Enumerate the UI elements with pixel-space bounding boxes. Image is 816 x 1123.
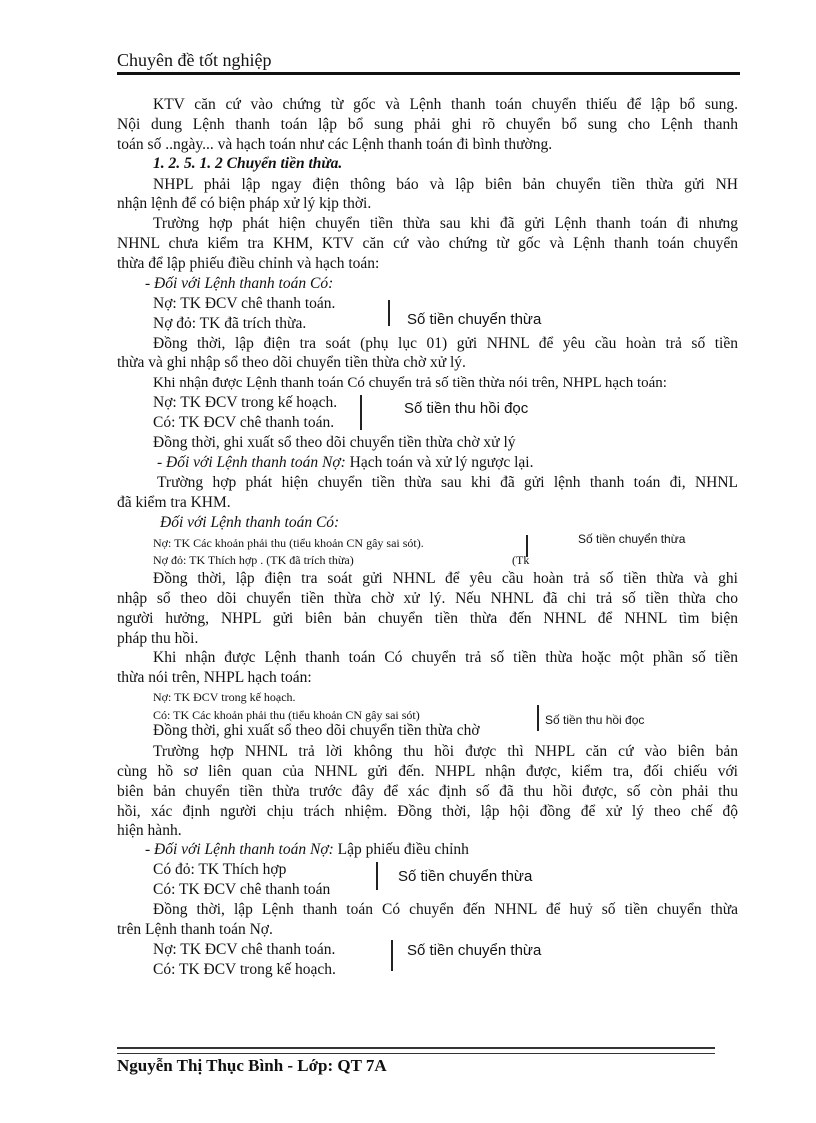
page-header-title: Chuyên đề tốt nghiệp [117,50,272,70]
entry-credit: Có: TK Các khoản phải thu (tiểu khoản CN gây sai sót) [153,708,420,722]
subheading-label: - Đối với Lệnh thanh toán Nợ: [157,454,346,471]
paragraph-line: nhập sổ theo dõi chuyển tiền thừa chờ xử lý. Nếu NHNL đã chi trả số tiền thừa cho [117,590,738,607]
truncated-fragment: (Tk [512,553,530,567]
entry-credit: Nợ đỏ: TK đã trích thừa. [153,315,307,332]
entry-amount: Số tiền chuyển thừa [407,942,542,959]
section-heading: 1. 2. 5. 1. 2 Chuyển tiền thừa. [153,155,343,172]
paragraph-line: pháp thu hồi. [117,630,199,647]
subheading-line [145,841,469,859]
paragraph-line: Đồng thời, ghi xuất sổ theo dõi chuyển tiền thừa chờ xử lý [153,434,516,451]
bracket-line [376,862,378,890]
entry-debit: Nợ: TK ĐCV trong kế hoạch. [153,690,296,704]
entry-debit: Nợ: TK ĐCV chê thanh toán. [153,941,336,958]
paragraph-line: người hưởng, NHPL gửi biên bản chuyển tiền thừa đến NHNL để NHNL tìm biện [117,610,738,627]
entry-credit: Nợ đỏ: TK Thích hợp . (TK đã trích thừa) [153,553,354,567]
paragraph-line: Nội dung Lệnh thanh toán lập bổ sung phải ghi rõ chuyển bổ sung cho Lệnh thanh [117,116,738,133]
entry-debit: Nợ: TK Các khoản phải thu (tiểu khoản CN gây sai sót). [153,536,424,550]
subheading: - Đối với Lệnh thanh toán Có: [145,275,334,292]
paragraph-line: trên Lệnh thanh toán Nợ. [117,921,273,938]
entry-amount: Số tiền chuyển thừa [407,311,542,328]
paragraph-line: nhận lệnh để có biện pháp xử lý kịp thời. [117,195,372,212]
subheading-text: Lập phiếu điều chỉnh [333,841,469,858]
paragraph-line: đã kiểm tra KHM. [117,494,231,511]
footer-author: Nguyễn Thị Thục Bình - Lớp: QT 7A [117,1056,387,1075]
entry-credit: Có: TK ĐCV chê thanh toán [153,881,331,898]
paragraph-line: NHNL chưa kiểm tra KHM, KTV căn cứ vào chứng từ gốc và Lệnh thanh toán chuyển [117,235,738,252]
paragraph-line: Khi nhận được Lệnh thanh toán Có chuyển trả số tiền thừa hoặc một phần số tiền [153,649,738,666]
paragraph-line: thừa để lập phiếu điều chỉnh và hạch toán: [117,255,380,272]
paragraph-line: thừa nói trên, NHPL hạch toán: [117,669,312,686]
paragraph-line: NHPL phải lập ngay điện thông báo và lập biên bản chuyển tiền thừa gửi NH [153,176,738,193]
bracket-line [537,705,539,731]
paragraph-line: biên bản chuyển tiền thừa trước đây để xác định số đã thu hồi được, số còn phải thu [117,783,738,800]
paragraph-line: KTV căn cứ vào chứng từ gốc và Lệnh thanh toán chuyển thiếu để lập bổ sung. [153,96,738,113]
paragraph-line: Đồng thời, lập điện tra soát gửi NHNL để yêu cầu hoàn trả số tiền thừa và ghi [153,570,738,587]
paragraph-line: hồi, xác định người chịu trách nhiệm. Đồng thời, lập hội đồng để xử lý theo chế độ [117,803,738,820]
bracket-line [388,300,390,326]
subheading-line [157,454,533,472]
entry-credit: Có: TK ĐCV chê thanh toán. [153,414,335,431]
paragraph-line: Đồng thời, lập điện tra soát (phụ lục 01) gửi NHNL để yêu cầu hoàn trả số tiền [153,335,738,352]
paragraph-line: Khi nhận được Lệnh thanh toán Có chuyển trả số tiền thừa nói trên, NHPL hạch toán: [153,375,667,391]
paragraph-line: cùng hồ sơ liên quan của NHNL gửi đến. NHPL nhận được, kiểm tra, đối chiếu với [117,763,738,780]
entry-debit: Nợ: TK ĐCV chê thanh toán. [153,295,336,312]
entry-amount: Số tiền thu hồi đọc [545,713,645,727]
bracket-line [391,940,393,971]
paragraph-line: Trường hợp NHNL trả lời không thu hồi được thì NHPL căn cứ vào biên bản [153,743,738,760]
paragraph-line: Trường hợp phát hiện chuyển tiền thừa sau khi đã gửi lệnh thanh toán đi, NHNL [157,474,738,491]
bracket-line [360,395,362,430]
entry-amount: Số tiền chuyển thừa [578,532,686,546]
subheading-text: Hạch toán và xử lý ngược lại. [345,454,534,471]
paragraph-line: Đồng thời, lập Lệnh thanh toán Có chuyển đến NHNL để huỷ số tiền chuyển thừa [153,901,738,918]
entry-debit: Có đỏ: TK Thích hợp [153,861,287,878]
subheading: Đối với Lệnh thanh toán Có: [160,514,340,531]
subheading-label: - Đối với Lệnh thanh toán Nợ: [145,841,334,858]
paragraph-line: Trường hợp phát hiện chuyển tiền thừa sau khi đã gửi Lệnh thanh toán đi nhưng [153,215,738,232]
entry-credit: Có: TK ĐCV trong kế hoạch. [153,961,336,978]
paragraph-line: toán số ..ngày... và hạch toán như các Lệnh thanh toán đi bình thường. [117,136,553,153]
entry-amount: Số tiền thu hồi đọc [404,400,529,417]
paragraph-line: thừa và ghi nhập sổ theo dõi chuyển tiền thừa chờ xử lý. [117,354,466,371]
entry-debit: Nợ: TK ĐCV trong kế hoạch. [153,394,338,411]
footer-rule [117,1047,715,1054]
header-rule [117,72,740,75]
paragraph-line: Đồng thời, ghi xuất sổ theo dõi chuyển tiền thừa chờ [153,722,480,739]
paragraph-line: hiện hành. [117,822,182,839]
entry-amount: Số tiền chuyển thừa [398,868,533,885]
